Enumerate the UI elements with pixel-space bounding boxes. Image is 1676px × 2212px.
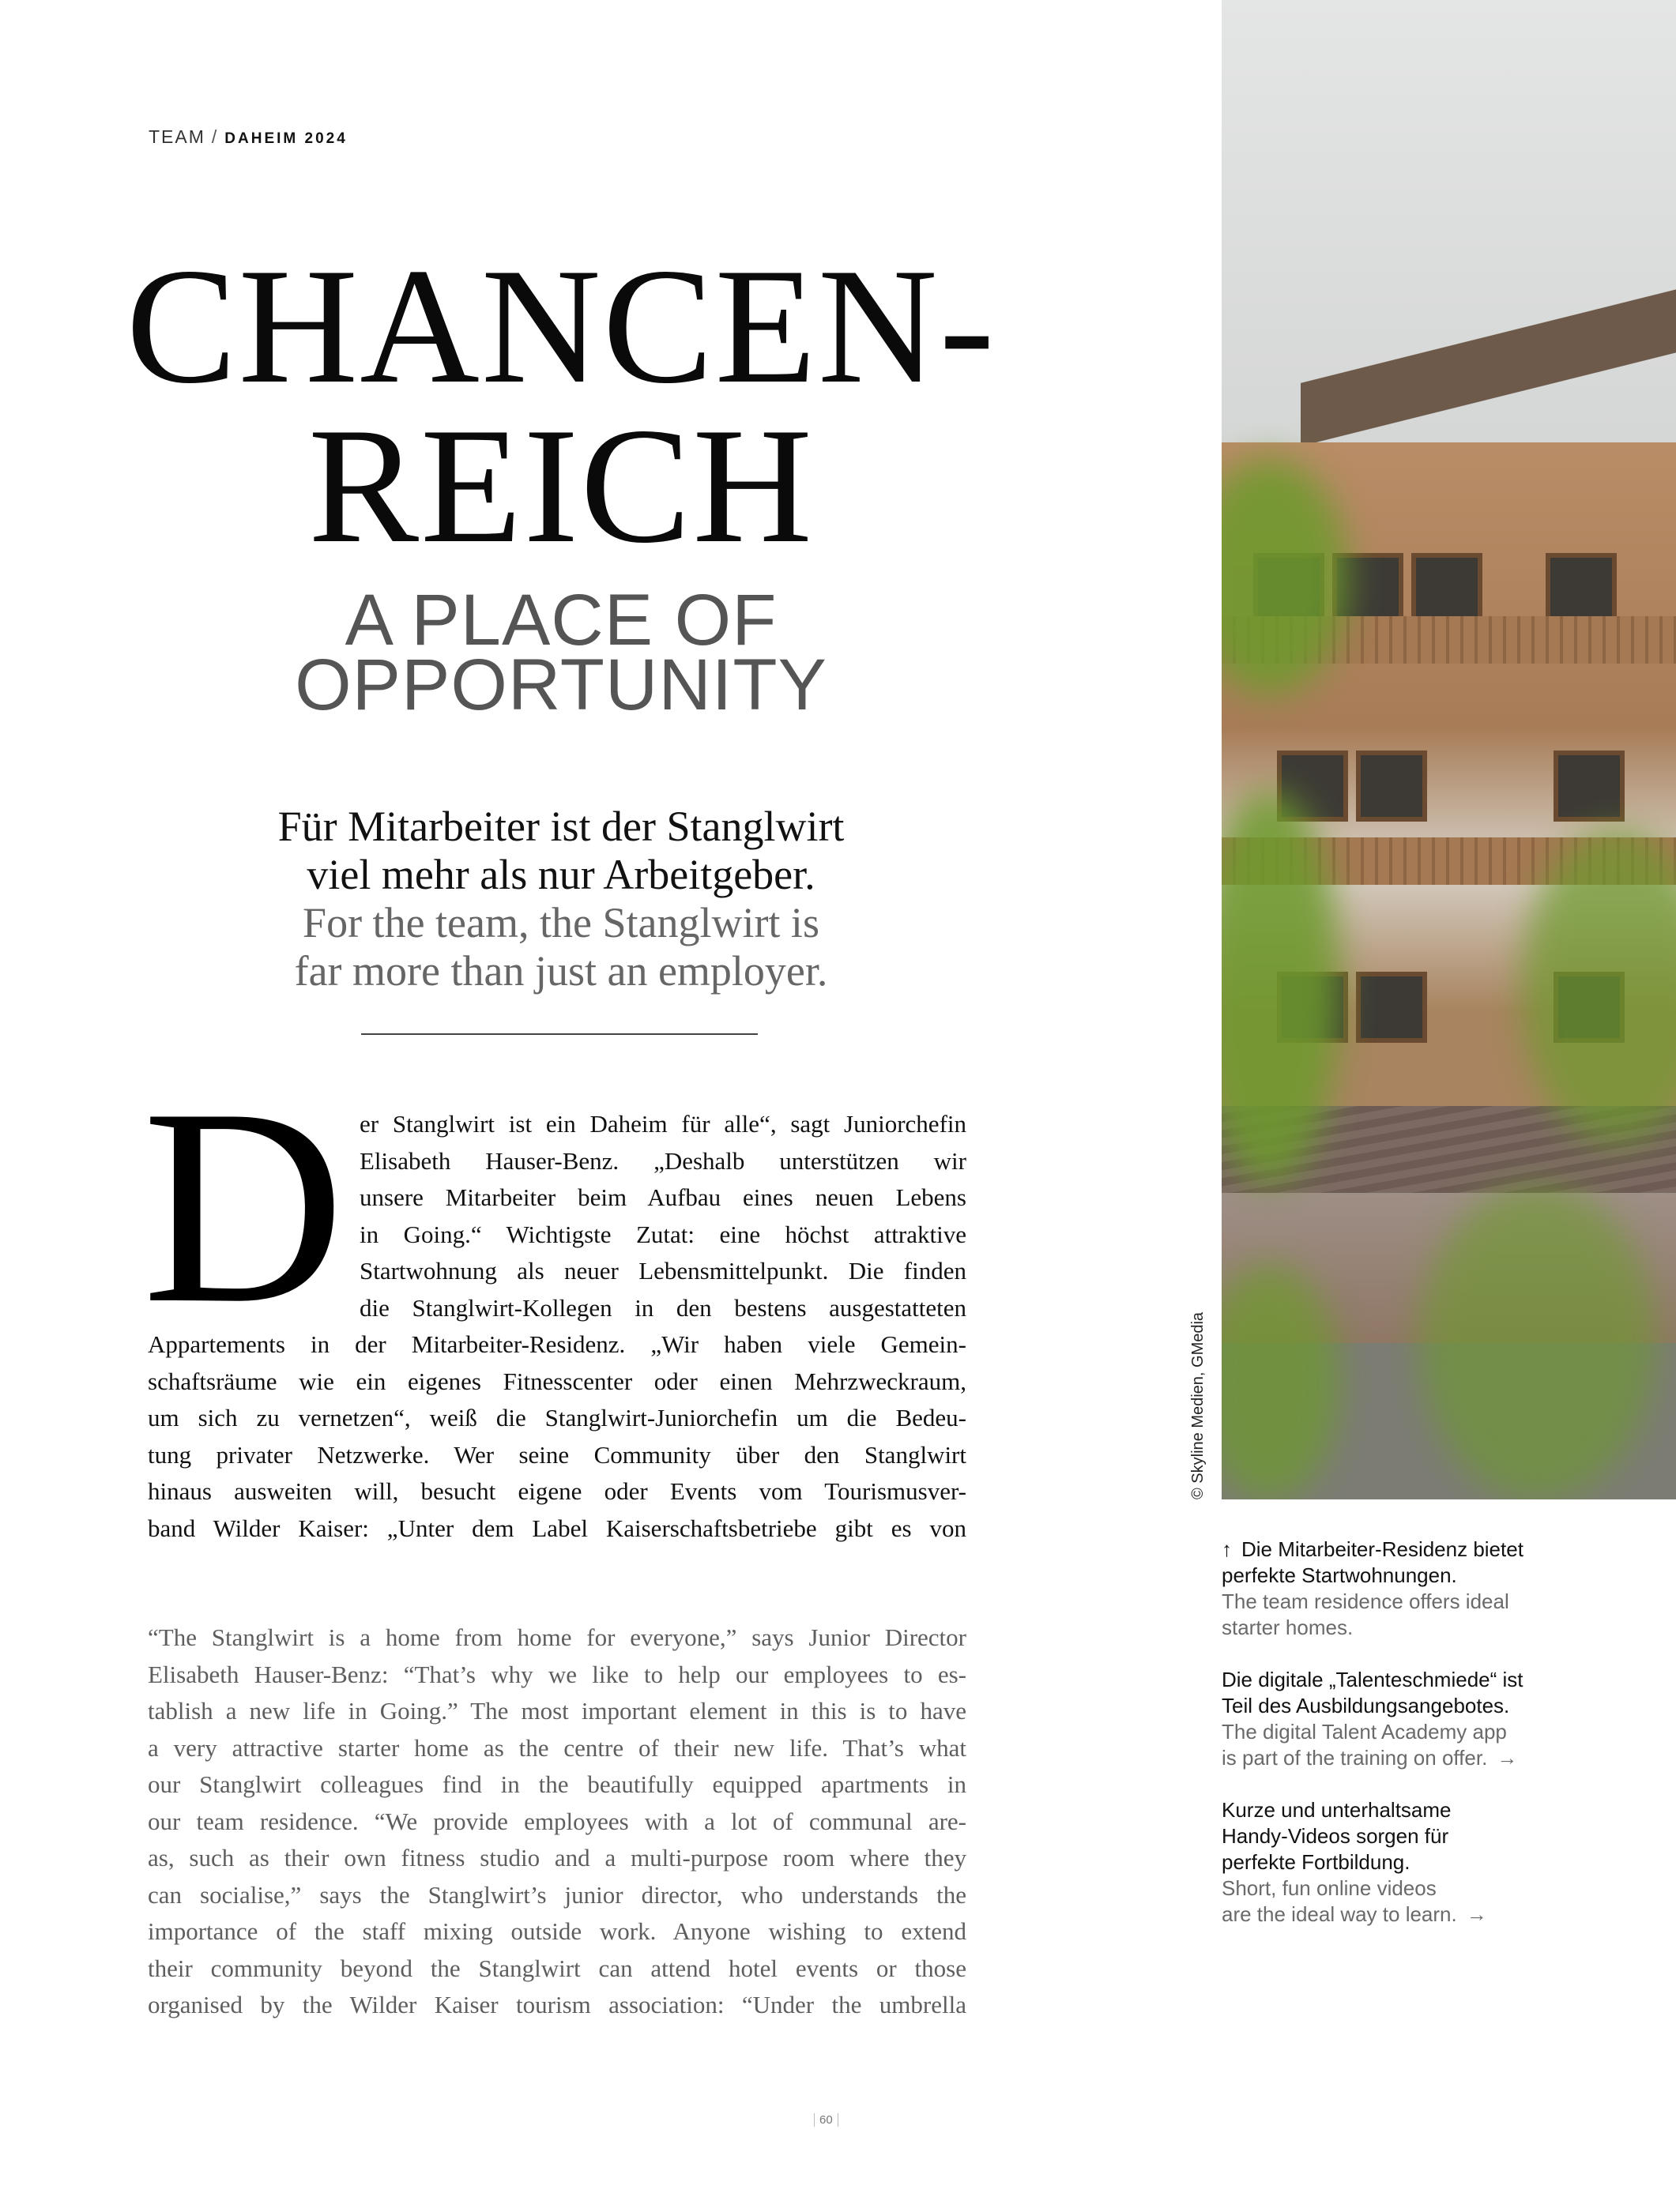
caption-en-line [1222, 1719, 1633, 1745]
caption-text: perfekte Startwohnungen. [1222, 1563, 1457, 1587]
caption [1222, 1797, 1633, 1928]
caption-text: is part of the training on offer. [1222, 1746, 1488, 1770]
caption-de-line [1222, 1537, 1633, 1563]
body-line: Elisabeth Hauser-Benz: “That’s why we like to help our employees to es- [148, 1660, 966, 1688]
section-label: TEAM [149, 126, 205, 147]
body-line: schaftsräume wie ein eigenes Fitnesscenter oder einen Mehrzweckraum, [148, 1367, 966, 1395]
caption-text: Die Mitarbeiter-Residenz bietet [1241, 1537, 1523, 1561]
body-line: Elisabeth Hauser-Benz. „Deshalb unterstützen wir [360, 1146, 966, 1175]
captions [1222, 1537, 1633, 1954]
caption-de-line [1222, 1797, 1633, 1823]
caption-text: Teil des Ausbildungsangebotes. [1222, 1694, 1510, 1717]
caption-text: starter homes. [1222, 1616, 1354, 1639]
drop-cap: D [142, 1051, 345, 1361]
caption-text: are the ideal way to learn. [1222, 1902, 1457, 1926]
caption-text: Short, fun online videos [1222, 1876, 1437, 1900]
photo-credit: © Skyline Medien, GMedia [1189, 1311, 1207, 1499]
body-line: our team residence. “We provide employees with a lot of communal are- [148, 1807, 966, 1835]
caption-text: The team residence offers ideal [1222, 1589, 1509, 1613]
caption-en-line [1222, 1589, 1633, 1615]
body-line: er Stanglwirt ist ein Daheim für alle“, sagt Juniorchefin [360, 1110, 966, 1138]
caption-en-line [1222, 1615, 1633, 1641]
body-line: Startwohnung als neuer Lebensmittelpunkt. Die finden [360, 1257, 966, 1285]
body-line: die Stanglwirt-Kollegen in den bestens ausgestatteten [360, 1293, 966, 1322]
kicker-separator: / [211, 126, 219, 147]
caption-de-line [1222, 1563, 1633, 1589]
arrow-up-icon: ↑ [1222, 1537, 1232, 1561]
caption-de-line [1222, 1849, 1633, 1875]
body-line: band Wilder Kaiser: „Unter dem Label Kaiserschaftsbetriebe gibt es von [148, 1514, 966, 1542]
page-number: 60 [814, 2113, 838, 2127]
subtitle-line-2: OPPORTUNITY [295, 645, 827, 725]
arrow-right-icon: → [1497, 1746, 1518, 1770]
caption-text: perfekte Fortbildung. [1222, 1850, 1410, 1874]
caption [1222, 1537, 1633, 1641]
body-text-german [148, 1106, 966, 1547]
body-line: tablish a new life in Going.” The most important element in this is to have [148, 1697, 966, 1725]
caption-en-line [1222, 1875, 1633, 1902]
body-text-english [148, 1620, 966, 2024]
subtitle-line-1: A PLACE OF [345, 580, 778, 660]
body-line: as, such as their own fitness studio and a multi-purpose room where they [148, 1844, 966, 1872]
headline-line-1: CHANCEN- [126, 235, 996, 418]
body-line: a very attractive starter home as the centre of their new life. That’s what [148, 1733, 966, 1762]
caption-de-line [1222, 1693, 1633, 1719]
residence-photo [1222, 0, 1676, 1499]
caption-text: The digital Talent Academy app [1222, 1720, 1507, 1744]
lead-en-line: far more than just an employer. [294, 947, 828, 995]
caption-en-line [1222, 1745, 1633, 1771]
body-line: organised by the Wilder Kaiser tourism association: “Under the umbrella [148, 1991, 966, 2018]
body-line: “The Stanglwirt is a home from home for everyone,” says Junior Director [148, 1623, 966, 1651]
body-line: tung privater Netzwerke. Wer seine Community über den Stanglwirt [148, 1440, 966, 1469]
caption-en-line [1222, 1902, 1633, 1928]
caption-de-line [1222, 1667, 1633, 1693]
lead-de-line: Für Mitarbeiter ist der Stanglwirt [277, 803, 845, 850]
divider [361, 1033, 758, 1035]
body-line: our Stanglwirt colleagues find in the beautifully equipped apartments in [148, 1770, 966, 1798]
issue-label: DAHEIM 2024 [224, 130, 348, 147]
caption-text: Handy-Videos sorgen für [1222, 1824, 1449, 1848]
section-kicker [149, 126, 348, 148]
body-line: in Going.“ Wichtigste Zutat: eine höchst attraktive [360, 1220, 966, 1248]
body-line: um sich zu vernetzen“, weiß die Stanglwirt-Juniorchefin um die Bedeu- [148, 1404, 966, 1431]
body-line: unsere Mitarbeiter beim Aufbau eines neuen Lebens [360, 1183, 966, 1211]
lead-de-line: viel mehr als nur Arbeitgeber. [307, 851, 815, 898]
body-line: hinaus ausweiten will, besucht eigene oder Events vom Tourismusver- [148, 1477, 966, 1505]
body-line: can socialise,” says the Stanglwirt’s junior director, who understands the [148, 1880, 966, 1909]
headline-line-2: REICH [308, 394, 814, 577]
caption [1222, 1667, 1633, 1771]
body-line: their community beyond the Stanglwirt can attend hotel events or those [148, 1954, 966, 1982]
body-line: Appartements in der Mitarbeiter-Residenz. „Wir haben viele Gemein- [148, 1330, 966, 1358]
body-line: importance of the staff mixing outside work. Anyone wishing to extend [148, 1917, 966, 1945]
caption-text: Die digitale „Talenteschmiede“ ist [1222, 1668, 1523, 1691]
caption-text: Kurze und unterhaltsame [1222, 1798, 1452, 1822]
lead-en-line: For the team, the Stanglwirt is [303, 899, 819, 946]
caption-de-line [1222, 1823, 1633, 1849]
lead-paragraph [158, 803, 964, 995]
arrow-right-icon: → [1466, 1902, 1487, 1926]
